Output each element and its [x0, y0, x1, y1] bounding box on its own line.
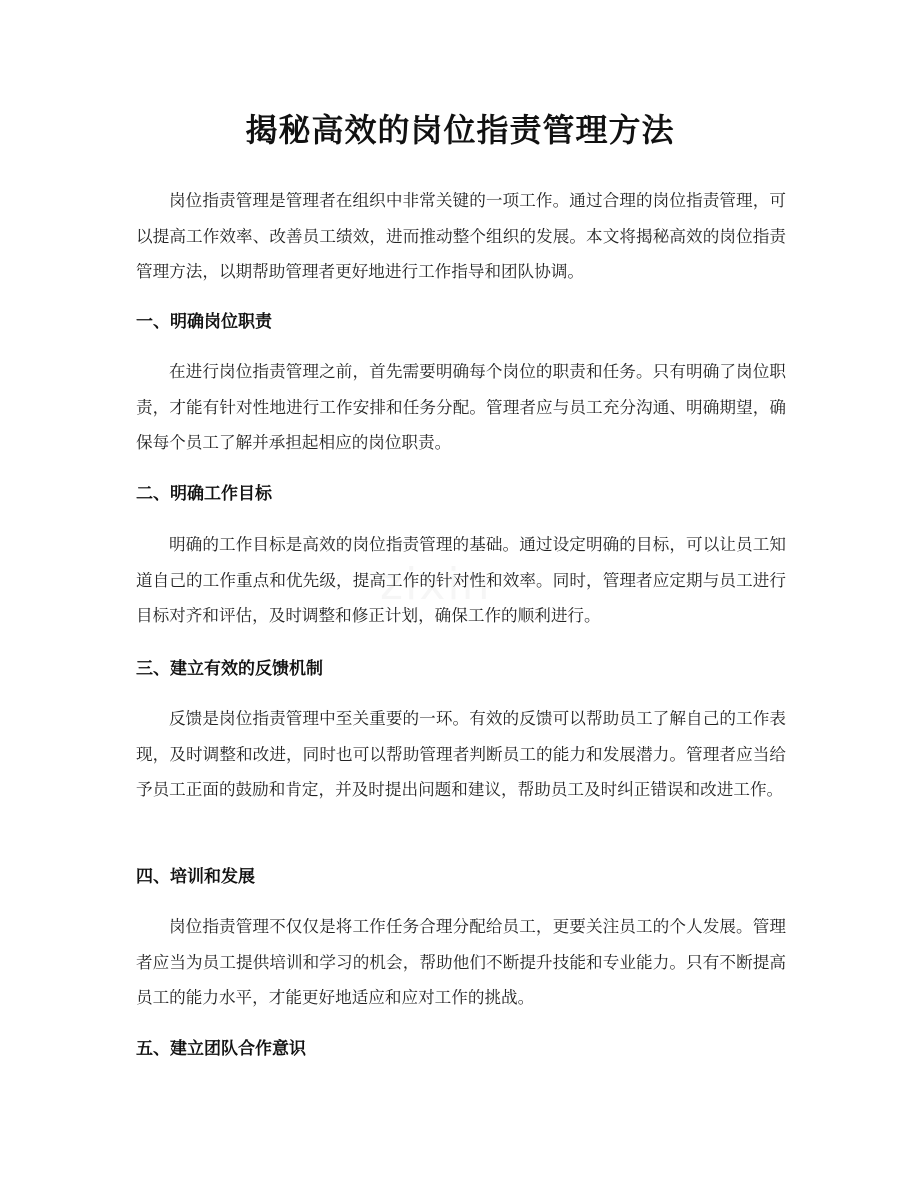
section-heading-3: 三、建立有效的反馈机制 — [136, 659, 323, 679]
section-body-1: 在进行岗位指责管理之前，首先需要明确每个岗位的职责和任务。只有明确了岗位职责，才能有针对性地进行工作安排和任务分配。管理者应与员工充分沟通、明确期望，确保每个员工了解并承担起相应的岗位职责。 — [136, 362, 786, 452]
intro-paragraph: 岗位指责管理是管理者在组织中非常关键的一项工作。通过合理的岗位指责管理，可以提高工作效率、改善员工绩效，进而推动整个组织的发展。本文将揭秘高效的岗位指责管理方法，以期帮助管理者更好地进行工作指导和团队协调。 — [136, 191, 786, 281]
document-title: 揭秘高效的岗位指责管理方法 — [245, 111, 675, 149]
watermark-text — [380, 560, 570, 610]
section-body-3: 反馈是岗位指责管理中至关重要的一环。有效的反馈可以帮助员工了解自己的工作表现，及时调整和改进，同时也可以帮助管理者判断员工的能力和发展潜力。管理者应当给予员工正面的鼓励和肯定，并及时提出问题和建议，帮助员工及时纠正错误和改进工作。 — [136, 709, 786, 799]
section-body-4: 岗位指责管理不仅仅是将工作任务合理分配给员工，更要关注员工的个人发展。管理者应当为员工提供培训和学习的机会，帮助他们不断提升技能和专业能力。只有不断提高员工的能力水平，才能更好地适应和应对工作的挑战。 — [136, 917, 786, 1007]
section-body-2: 明确的工作目标是高效的岗位指责管理的基础。通过设定明确的目标，可以让员工知道自己的工作重点和优先级，提高工作的针对性和效率。同时，管理者应定期与员工进行目标对齐和评估，及时调整和修正计划，确保工作的顺利进行。 — [136, 535, 786, 625]
section-heading-4: 四、培训和发展 — [136, 867, 255, 887]
section-heading-1: 一、明确岗位职责 — [136, 312, 272, 332]
section-heading-5: 五、建立团队合作意识 — [136, 1039, 306, 1059]
section-heading-2: 二、明确工作目标 — [136, 484, 272, 504]
